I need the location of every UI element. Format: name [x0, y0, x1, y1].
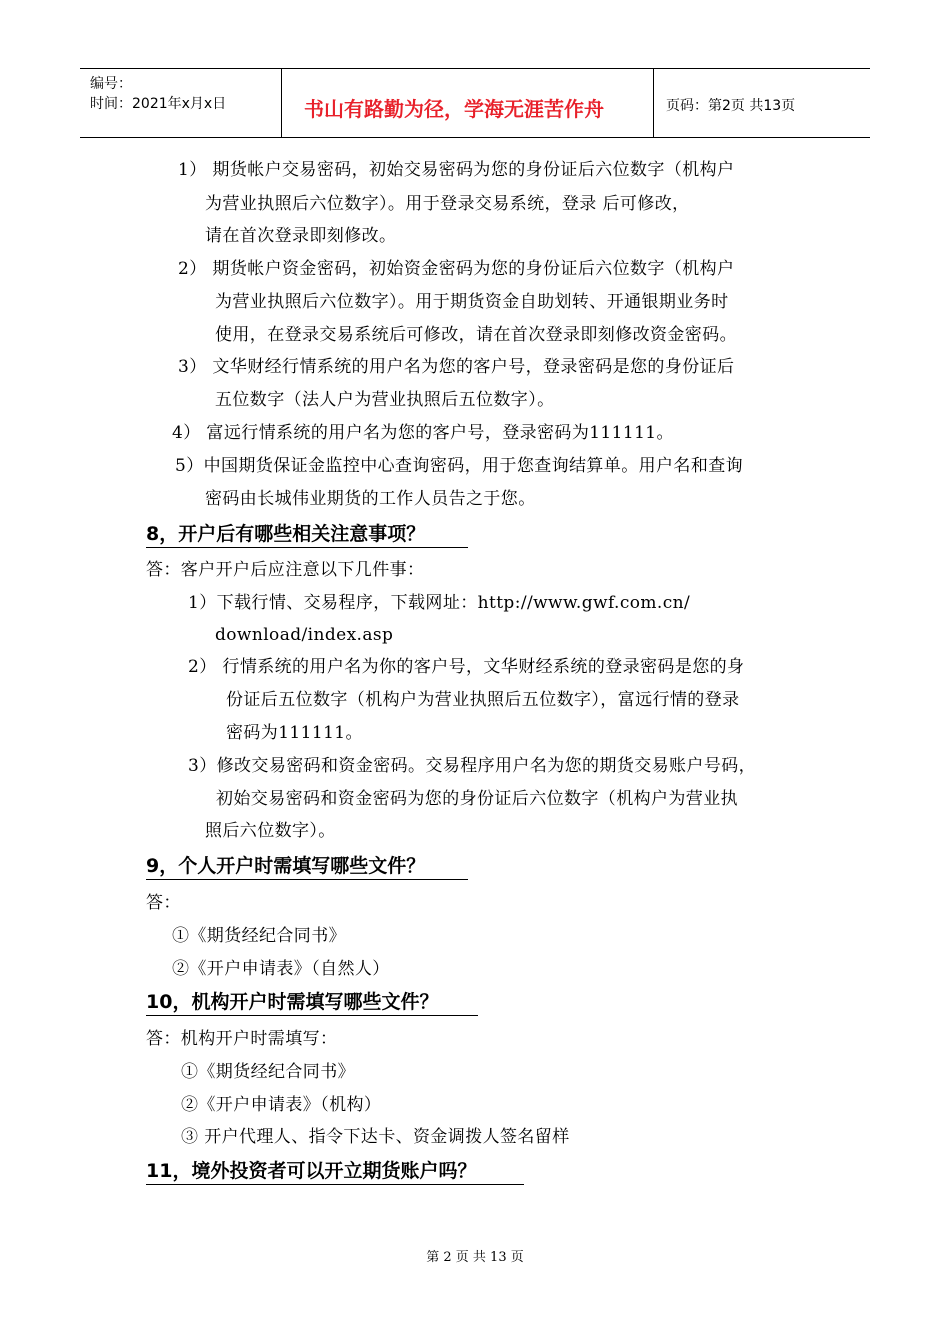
- list-item-line: 1）下载行情、交易程序，下载网址：http://www.gwf.com.cn/: [188, 593, 691, 613]
- list-item-line: 密码由长城伟业期货的工作人员告之于您。: [205, 489, 536, 509]
- list-item-line: 3）修改交易密码和资金密码。交易程序用户名为您的期货交易账户号码，: [188, 756, 757, 776]
- question-11-heading: 11，境外投资者可以开立期货账户吗？: [146, 1160, 477, 1182]
- list-item-line: 使用，在登录交易系统后可修改，请在首次登录即刻修改资金密码。: [215, 325, 737, 345]
- heading-underline: [146, 879, 468, 880]
- answer-10-intro: 答：机构开户时需填写：: [146, 1029, 338, 1049]
- list-item-line: 份证后五位数字（机构户为营业执照后五位数字），富远行情的登录: [226, 690, 740, 710]
- question-8-heading: 8，开户后有哪些相关注意事项？: [146, 523, 426, 545]
- list-item-line: 五位数字（法人户为营业执照后五位数字）。: [215, 390, 555, 410]
- list-item-line: 1） 期货帐户交易密码，初始交易密码为您的身份证后六位数字（机构户: [178, 160, 735, 180]
- heading-underline: [146, 547, 468, 548]
- list-item-line: 为营业执照后六位数字）。用于登录交易系统，登录 后可修改，: [205, 194, 690, 214]
- list-item-line: 2） 期货帐户资金密码，初始资金密码为您的身份证后六位数字（机构户: [178, 259, 735, 279]
- list-item: ②《开户申请表》（自然人）: [172, 959, 390, 979]
- header-motto-cell: [282, 69, 654, 137]
- list-item-line: 请在首次登录即刻修改。: [205, 226, 397, 246]
- question-10-heading: 10，机构开户时需填写哪些文件？: [146, 991, 439, 1013]
- list-item-line: 为营业执照后六位数字）。用于期货资金自助划转、开通银期业务时: [215, 292, 729, 312]
- list-item: ③ 开户代理人、指令下达卡、资金调拨人签名留样: [181, 1127, 570, 1147]
- header-date: 时间：2021年x月x日: [90, 96, 227, 112]
- header-motto: 书山有路勤为径，学海无涯苦作舟: [304, 97, 604, 121]
- list-item-line: 2） 行情系统的用户名为你的客户号，文华财经系统的登录密码是您的身: [188, 657, 745, 677]
- list-item-line: 4） 富远行情系统的用户名为您的客户号，登录密码为111111。: [172, 423, 674, 443]
- list-item: ①《期货经纪合同书》: [181, 1062, 355, 1082]
- question-9-heading: 9，个人开户时需填写哪些文件？: [146, 855, 426, 877]
- list-item-line: 照后六位数字）。: [205, 821, 336, 841]
- list-item: ②《开户申请表》（机构）: [181, 1095, 382, 1115]
- heading-underline: [146, 1184, 524, 1185]
- list-item-line: 初始交易密码和资金密码为您的身份证后六位数字（机构户为营业执: [216, 789, 738, 809]
- answer-8-intro: 答：客户开户后应注意以下几件事：: [146, 560, 425, 580]
- header-page-cell: [654, 69, 870, 137]
- page-footer: 第 2 页 共 13 页: [426, 1250, 524, 1265]
- list-item-line: 密码为111111。: [226, 723, 363, 743]
- list-item: ①《期货经纪合同书》: [172, 926, 346, 946]
- header-meta: [80, 69, 282, 137]
- page-header: [80, 68, 870, 138]
- list-item-line: 3） 文华财经行情系统的用户名为您的客户号，登录密码是您的身份证后: [178, 357, 735, 377]
- header-number: 编号：: [90, 76, 132, 92]
- heading-underline: [146, 1015, 478, 1016]
- list-item-line: download/index.asp: [215, 625, 394, 645]
- header-page-info: 页码：第2页 共13页: [666, 98, 796, 114]
- answer-9-intro: 答：: [146, 893, 181, 913]
- list-item-line: 5）中国期货保证金监控中心查询密码，用于您查询结算单。用户名和查询: [175, 456, 744, 476]
